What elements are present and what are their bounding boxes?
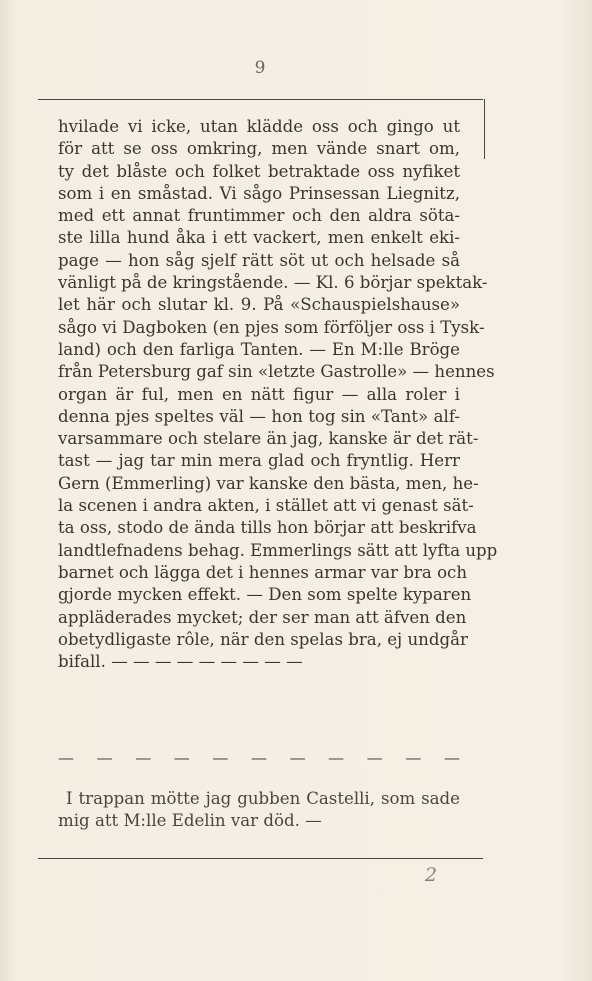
dash: —: [366, 748, 383, 767]
text-line: som i en småstad. Vi sågo Prinsessan Liegnitz,: [58, 183, 460, 203]
page-number: 9: [254, 58, 266, 78]
dash: —: [289, 748, 306, 767]
text-line: appläderades mycket; der ser man att äfven den: [58, 607, 467, 627]
text-line: land) och den farliga Tanten. — En M:lle Bröge: [58, 339, 460, 359]
text-line: organ är ful, men en nätt figur — alla roler i: [58, 384, 460, 404]
text-line: tast — jag tar min mera glad och fryntlig. Herr: [58, 451, 460, 471]
closing-paragraph: [58, 788, 460, 833]
text-line: för att se oss omkring, men vände snart om,: [58, 139, 460, 159]
text-line: let här och slutar kl. 9. På «Schauspielshause»: [58, 295, 460, 315]
dash: —: [250, 748, 267, 767]
dash: —: [405, 748, 422, 767]
text-line: la scenen i andra akten, i stället att vi genast sät-: [58, 496, 474, 516]
dash: —: [212, 748, 229, 767]
text-line: från Petersburg gaf sin «letzte Gastrolle» — hennes: [58, 362, 495, 382]
dash: —: [96, 748, 113, 767]
text-line: vänligt på de kringstående. — Kl. 6 börjar spektak-: [58, 273, 488, 293]
text-line: med ett annat fruntimmer och den aldra söta-: [58, 206, 460, 226]
text-line: gjorde mycken effekt. — Den som spelte kyparen: [58, 585, 472, 605]
dash: —: [173, 748, 190, 767]
main-paragraph: [58, 116, 498, 673]
frame-right-edge: [483, 99, 485, 159]
text-line: barnet och lägga det i hennes armar var bra och: [58, 562, 468, 582]
dash: —: [328, 748, 345, 767]
dash: —: [443, 748, 460, 767]
signature-mark: 2: [425, 864, 438, 886]
text-line: ta oss, stodo de ända tills hon börjar att beskrifva: [58, 518, 477, 538]
separator-dashes: [58, 748, 460, 767]
dash: —: [58, 748, 74, 767]
text-line: sågo vi Dagboken (en pjes som förföljer oss i Tysk-: [58, 317, 485, 337]
dash: —: [135, 748, 152, 767]
text-line: Gern (Emmerling) var kanske den bästa, men, he-: [58, 473, 479, 493]
text-line: ste lilla hund åka i ett vackert, men enkelt eki-: [58, 228, 460, 248]
text-line: varsammare och stelare än jag, kanske är det rät-: [58, 429, 479, 449]
text-line: I trappan mötte jag gubben Castelli, som sade: [66, 789, 460, 808]
text-line: obetydligaste rôle, när den spelas bra, ej undgår: [58, 629, 468, 649]
text-line: bifall. — — — — — — — — —: [58, 652, 303, 672]
text-line: ty det blåste och folket betraktade oss nyfiket: [58, 161, 460, 181]
text-line: denna pjes speltes väl — hon tog sin «Tant» alf-: [58, 406, 460, 426]
text-line: page — hon såg sjelf rätt söt ut och helsade så: [58, 250, 460, 270]
text-line: mig att M:lle Edelin var död. —: [58, 811, 322, 831]
text-line: hvilade vi icke, utan klädde oss och gingo ut: [58, 117, 460, 136]
text-line: landtlefnadens behag. Emmerlings sätt att lyfta upp: [58, 540, 498, 560]
